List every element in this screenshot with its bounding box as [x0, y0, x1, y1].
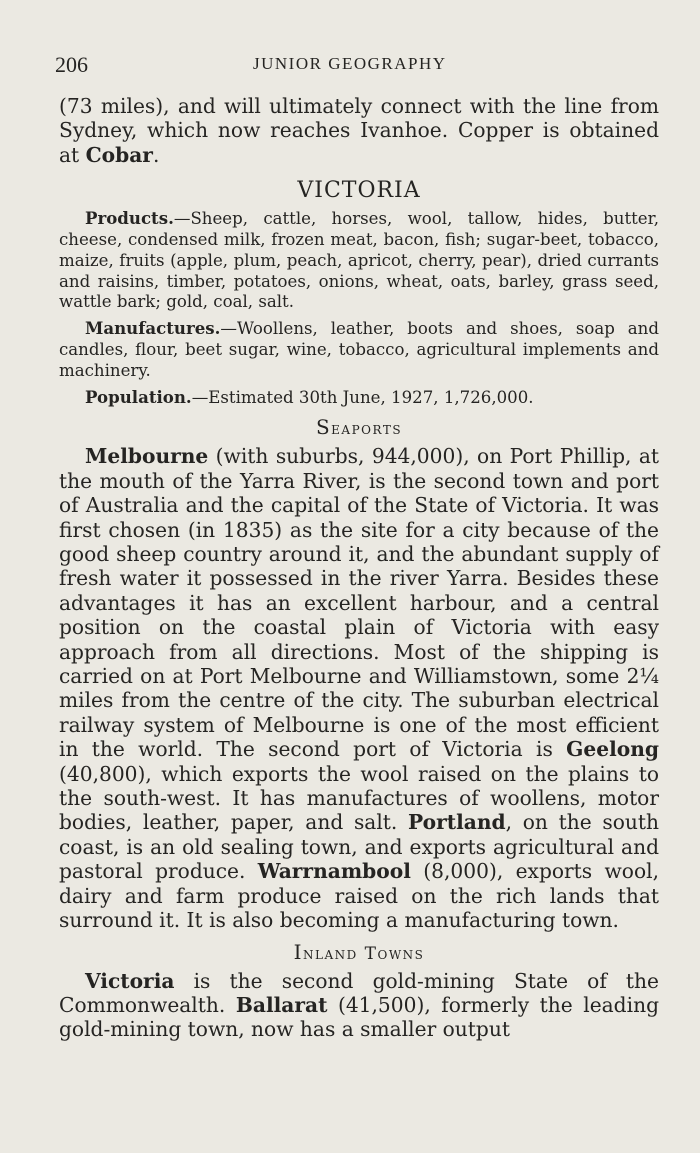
melbourne-term: Melbourne — [85, 444, 209, 469]
page-number: 206 — [55, 52, 88, 77]
seaports-text-1: (with suburbs, 944,000), on Port Phillip, at the mouth of the Yarra River, is the second town and port of Australia and the capital of the State of Victoria. It was first chosen (in 1835) as the site for a city because of the good sheep country around it, and the abundant supply of fresh water it possessed in the river Yarra. Besides these advantages it has an excellent harbour, and a central position on the coastal plain of Victoria with easy approach from all directions. Most of the shipping is carried on at Port Melbourne and Williamstown, some 2¼ miles from the centre of the city. The suburban electrical railway system of Melbourne is one of the most efficient in the world. The second port of Victoria is — [59, 444, 659, 762]
victoria-term: Victoria — [85, 968, 175, 993]
seaports-text-3: , on the south coast, is an old sealing town, and exports agricultural and pastoral produce. — [59, 810, 659, 884]
section-heading-inland-towns: Inland Towns — [293, 939, 425, 964]
products-text: —Sheep, cattle, horses, wool, tallow, hides, butter, cheese, condensed milk, frozen meat, bacon, fish; sugar-beet, tobacco, maize, fruits (apple, plum, peach, apricot, cherry, pear), dried currants and raisins, timber, potatoes, onions, wheat, oats, barley, grass seed, wattle bark; gold, coal, salt. — [59, 209, 659, 312]
running-head: JUNIOR GEOGRAPHY — [253, 54, 447, 73]
population-text: —Estimated 30th June, 1927, 1,726,000. — [191, 387, 534, 407]
population-label: Population. — [85, 386, 192, 407]
manufactures-paragraph — [59, 318, 659, 381]
products-label: Products. — [85, 208, 174, 229]
population-paragraph — [59, 387, 659, 409]
intro-text: (73 miles), and will ultimately connect with the line from Sydney, which now reaches Ivanhoe. Copper is obtained at — [59, 94, 659, 167]
inland-text-1: is the second gold-mining State of the Commonwealth. — [59, 968, 659, 1017]
seaports-paragraph — [59, 444, 659, 932]
intro-text-end: . — [152, 142, 160, 167]
geelong-term: Geelong — [566, 737, 659, 762]
page-body — [59, 94, 659, 1042]
seaports-text-2: (40,800), which exports the wool raised on the plains to the south-west. It has manufactures of woollens, motor bodies, leather, paper, and salt. — [59, 761, 659, 835]
section-heading-seaports: Seaports — [315, 415, 403, 440]
inland-text-2: (41,500), formerly the leading gold-mining town, now has a smaller output — [59, 992, 659, 1042]
ballarat-term: Ballarat — [235, 992, 328, 1017]
portland-term: Portland — [408, 810, 506, 835]
cobar-term: Cobar — [85, 142, 153, 167]
section-heading-victoria: VICTORIA — [297, 178, 421, 204]
inland-paragraph — [59, 969, 659, 1042]
manufactures-label: Manufactures. — [85, 318, 221, 339]
seaports-text-4: (8,000), exports wool, dairy and farm produce raised on the rich lands that surround it. It is also becoming a manufacturing town. — [59, 859, 659, 933]
warrnambool-term: Warrnambool — [257, 859, 411, 884]
intro-paragraph — [59, 94, 659, 167]
manufactures-text: —Woollens, leather, boots and shoes, soap and candles, flour, beet sugar, wine, tobacco, agricultural implements and machinery. — [59, 319, 659, 380]
products-paragraph — [59, 208, 659, 313]
